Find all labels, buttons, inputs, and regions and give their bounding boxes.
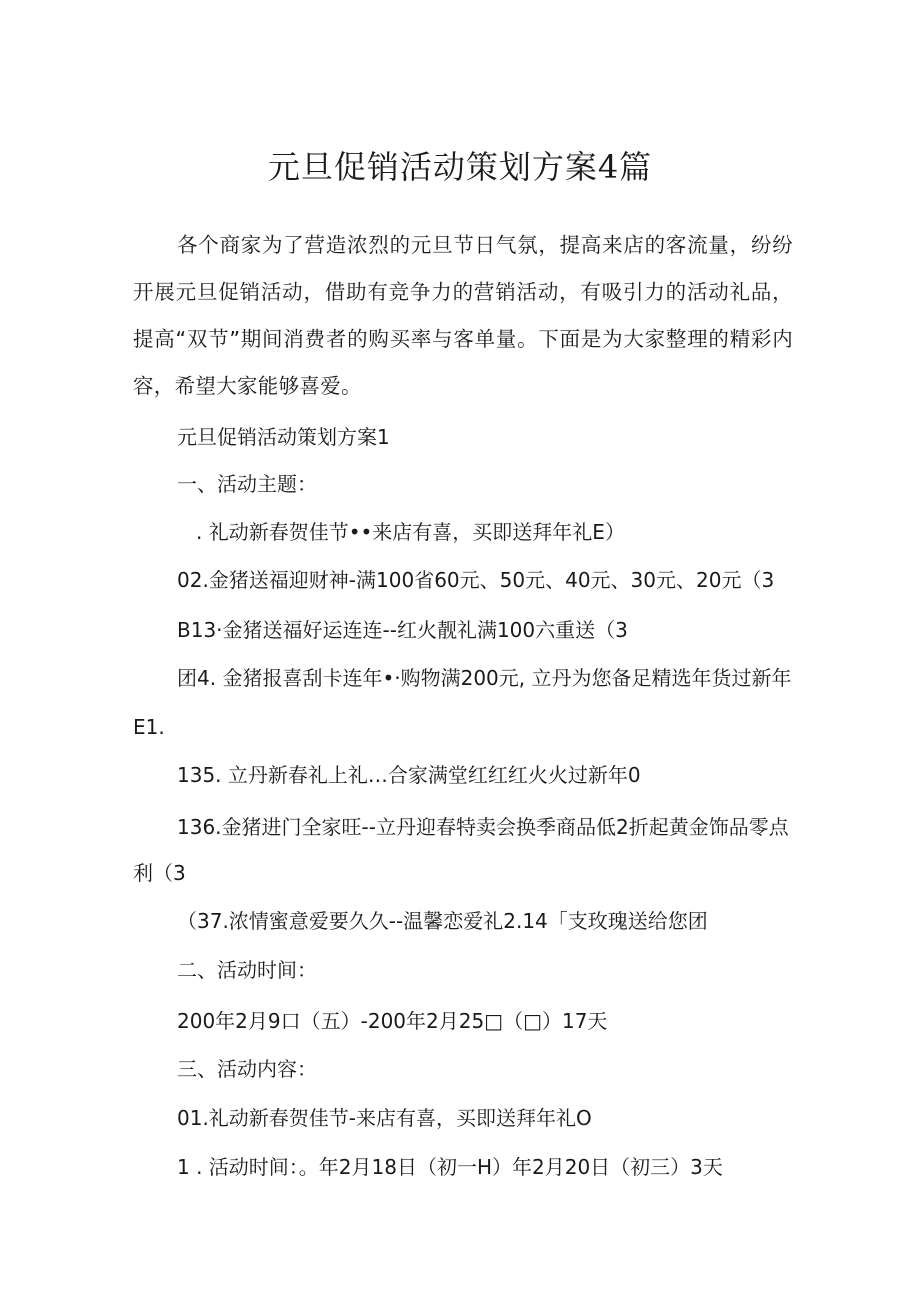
content-item: 1 . 活动时间：。年2月18日（初一H）年2月20日（初三）3天: [177, 1155, 723, 1179]
time-range: 200年2月9口（五）-200年2月25□（□）17天: [177, 1009, 608, 1033]
intro-paragraph: 各个商家为了营造浓烈的元旦节日气氛，提高来店的客流量，纷纷开展元旦促销活动，借助有竞争力的营销活动，有吸引力的活动礼品，提高“双节”期间消费者的购买率与客单量。下面是为大家整理的精彩内容，希望大家能够喜爱。: [133, 233, 793, 398]
theme-item: 02.金猪送福迎财神-满100省60元、50元、40元、30元、20元（3: [177, 568, 775, 592]
theme-item-continuation: 利（3: [133, 861, 186, 885]
theme-item: . 礼动新春贺佳节••来店有喜，买即送拜年礼E）: [196, 520, 625, 544]
theme-item-continuation: E1.: [133, 715, 165, 739]
theme-item: 团4. 金猪报喜刮卡连年•·购物满200元, 立丹为您备足精选年货过新年: [177, 666, 792, 690]
theme-item: B13·金猪送福好运连连--红火靓礼满100六重送（3: [177, 618, 628, 642]
theme-item: 136.金猪进门全家旺--立丹迎春特卖会换季商品低2折起黄金饰品零点: [177, 815, 789, 839]
theme-item: （37.浓情蜜意爱要久久--温馨恋爱礼2.14「支玫瑰送给您团: [177, 909, 708, 933]
document-title: 元旦促销活动策划方案4篇: [267, 148, 653, 186]
section-heading-time: 二、活动时间：: [177, 958, 317, 982]
content-item: 01.礼动新春贺佳节-来店有喜，买即送拜年礼O: [177, 1106, 592, 1130]
section-heading-content: 三、活动内容：: [177, 1057, 317, 1081]
theme-item: 135. 立丹新春礼上礼…合家满堂红红红火火过新年0: [177, 763, 641, 787]
section-heading-theme: 一、活动主题：: [177, 472, 317, 496]
plan-heading: 元旦促销活动策划方案1: [177, 425, 390, 449]
